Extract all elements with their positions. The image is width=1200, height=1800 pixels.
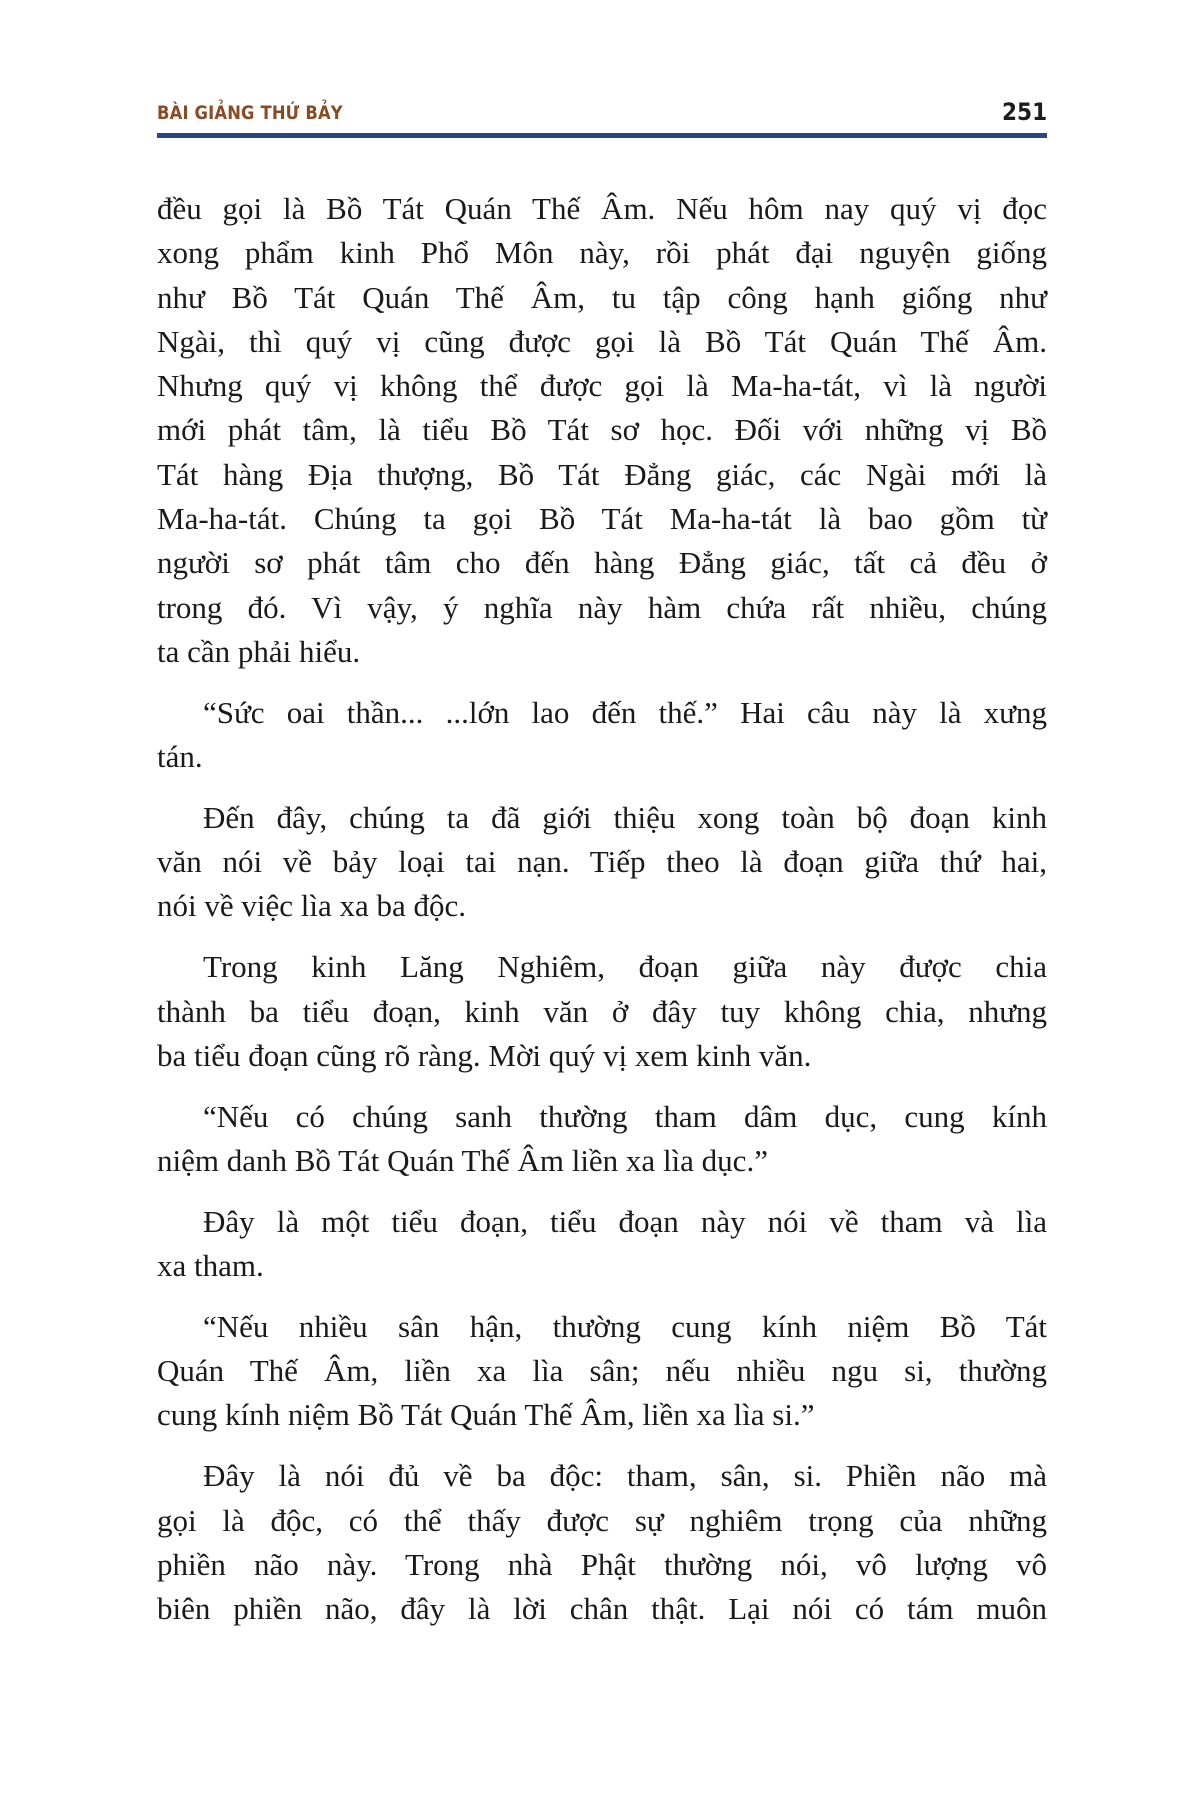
text-line: thành ba tiểu đoạn, kinh văn ở đây tuy không chia, nhưng — [157, 993, 1047, 1029]
text-line: văn nói về bảy loại tai nạn. Tiếp theo là đoạn giữa thứ hai, — [157, 844, 1047, 880]
text-line: trong đó. Vì vậy, ý nghĩa này hàm chứa rất nhiều, chúng — [157, 589, 1047, 625]
text-line: mới phát tâm, là tiểu Bồ Tát sơ học. Đối với những vị Bồ — [157, 412, 1047, 448]
text-line: như Bồ Tát Quán Thế Âm, tu tập công hạnh giống như — [157, 279, 1047, 315]
running-header — [157, 96, 1047, 128]
text-line: xa tham. — [157, 1248, 264, 1284]
text-line: biên phiền não, đây là lời chân thật. Lại nói có tám muôn — [157, 1591, 1047, 1627]
paragraph — [157, 1200, 1047, 1289]
text-line: “Nếu có chúng sanh thường tham dâm dục, cung kính — [203, 1098, 1047, 1134]
paragraph — [157, 1454, 1047, 1631]
text-line: đều gọi là Bồ Tát Quán Thế Âm. Nếu hôm nay quý vị đọc — [157, 191, 1047, 226]
header-rule — [157, 133, 1047, 138]
text-line: ta cần phải hiểu. — [157, 633, 361, 669]
paragraph — [157, 945, 1047, 1078]
running-title: BÀI GIẢNG THỨ BẢY — [157, 102, 343, 124]
text-line: Tát hàng Địa thượng, Bồ Tát Đẳng giác, các Ngài mới là — [157, 456, 1047, 492]
body-text — [157, 187, 1047, 1648]
text-line: người sơ phát tâm cho đến hàng Đẳng giác, tất cả đều ở — [157, 545, 1047, 581]
text-line: Ngài, thì quý vị cũng được gọi là Bồ Tát Quán Thế Âm. — [157, 323, 1047, 359]
paragraph — [157, 1095, 1047, 1184]
text-line: tán. — [157, 739, 203, 775]
paragraph — [157, 691, 1047, 780]
text-line: Đây là một tiểu đoạn, tiểu đoạn này nói về tham và lìa — [203, 1203, 1047, 1239]
text-line: Quán Thế Âm, liền xa lìa sân; nếu nhiều ngu si, thường — [157, 1353, 1047, 1389]
text-line: niệm danh Bồ Tát Quán Thế Âm liền xa lìa dục.” — [157, 1142, 768, 1178]
text-line: “Sức oai thần... ...lớn lao đến thế.” Hai câu này là xưng — [203, 694, 1047, 730]
paragraph — [157, 187, 1047, 674]
text-line: Đây là nói đủ về ba độc: tham, sân, si. Phiền não mà — [203, 1458, 1047, 1494]
text-line: ba tiểu đoạn cũng rõ ràng. Mời quý vị xem kinh văn. — [157, 1037, 812, 1073]
page-number: 251 — [1001, 98, 1047, 126]
text-line: “Nếu nhiều sân hận, thường cung kính niệm Bồ Tát — [203, 1308, 1047, 1344]
paragraph — [157, 796, 1047, 929]
text-line: nói về việc lìa xa ba độc. — [157, 888, 467, 924]
text-line: xong phẩm kinh Phổ Môn này, rồi phát đại nguyện giống — [157, 235, 1047, 271]
text-line: Nhưng quý vị không thể được gọi là Ma-ha-tát, vì là người — [157, 368, 1047, 404]
text-line: phiền não này. Trong nhà Phật thường nói, vô lượng vô — [157, 1546, 1047, 1582]
text-line: Ma-ha-tát. Chúng ta gọi Bồ Tát Ma-ha-tát là bao gồm từ — [157, 501, 1047, 537]
text-line: Trong kinh Lăng Nghiêm, đoạn giữa này được chia — [203, 949, 1047, 985]
text-line: Đến đây, chúng ta đã giới thiệu xong toàn bộ đoạn kinh — [203, 799, 1047, 835]
text-line: gọi là độc, có thể thấy được sự nghiêm trọng của những — [157, 1502, 1047, 1538]
text-line: cung kính niệm Bồ Tát Quán Thế Âm, liền xa lìa si.” — [157, 1397, 815, 1433]
paragraph — [157, 1305, 1047, 1438]
